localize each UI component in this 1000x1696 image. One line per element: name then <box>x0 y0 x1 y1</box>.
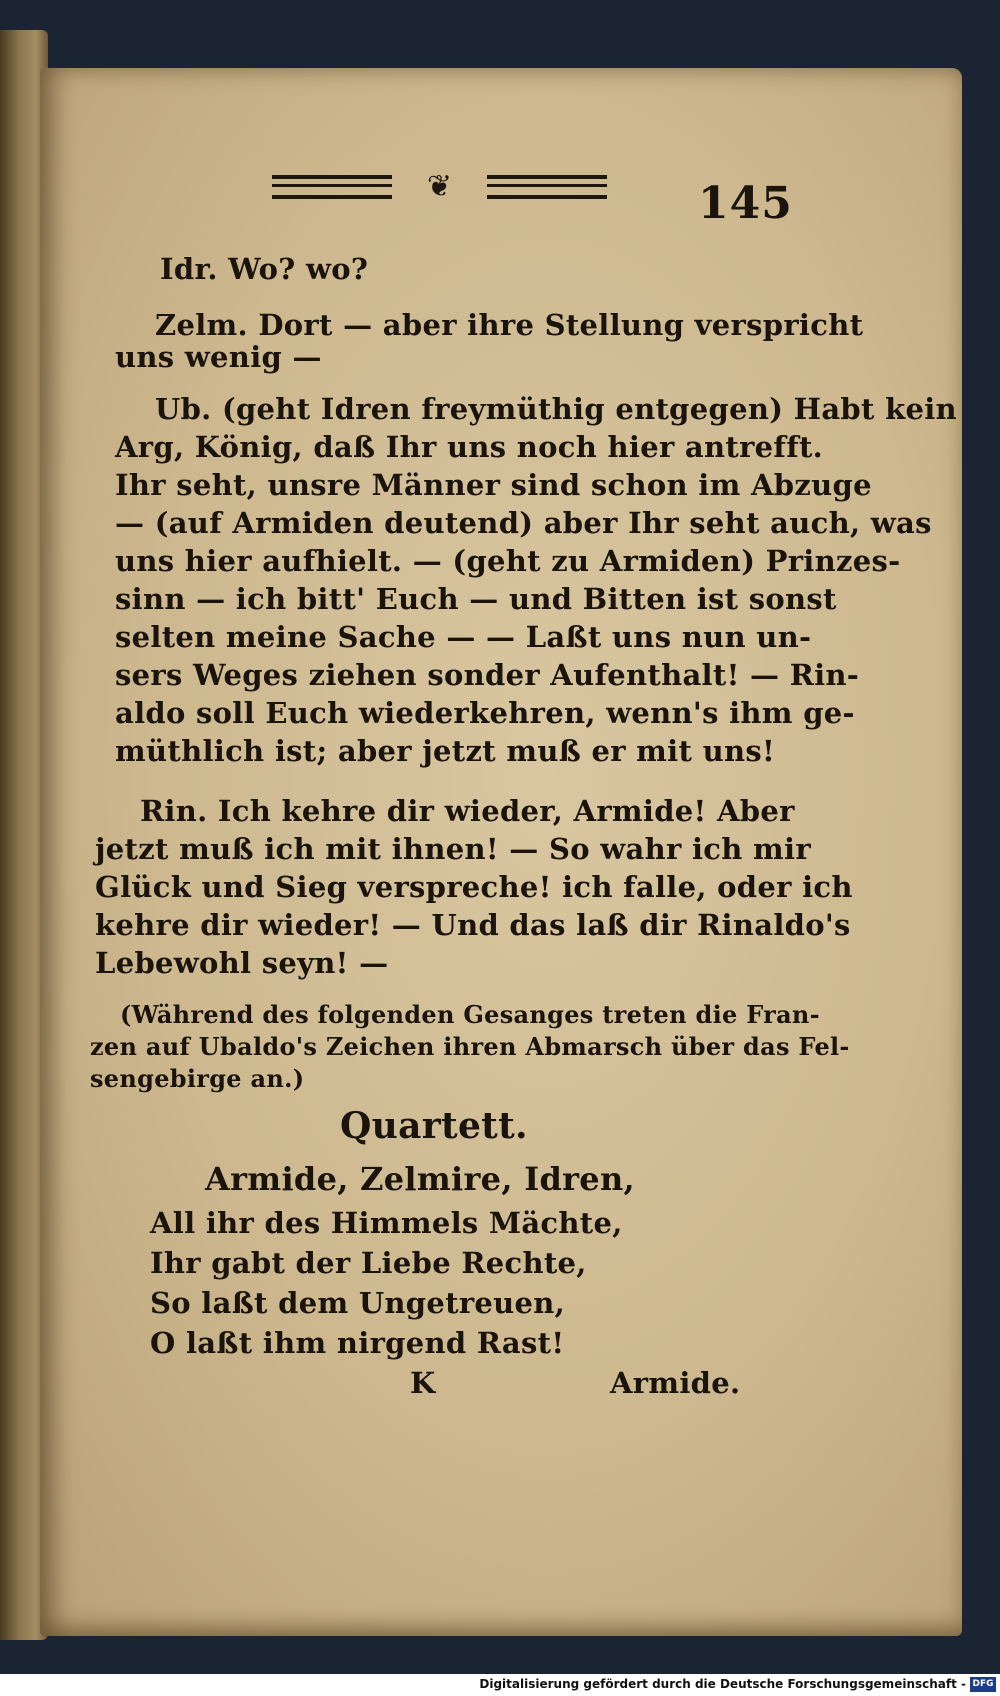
stage-direction-line: sengebirge an.) <box>90 1064 305 1093</box>
catchword: Armide. <box>610 1366 741 1400</box>
text-line: sinn — ich bitt' Euch — und Bitten ist sonst <box>115 582 837 616</box>
text-line: Idr. Wo? wo? <box>160 252 369 286</box>
header-ornament <box>272 169 607 205</box>
text-line: Glück und Sieg verspreche! ich falle, oder ich <box>95 870 853 904</box>
text-line: sers Weges ziehen sonder Aufenthalt! — Rin- <box>115 658 860 692</box>
text-line: Ihr seht, unsre Männer sind schon im Abzuge <box>115 468 872 502</box>
text-line: aldo soll Euch wiederkehren, wenn's ihm ge- <box>115 696 855 730</box>
text-line: uns wenig — <box>115 340 322 374</box>
dfg-logo-icon: DFG <box>970 1677 996 1692</box>
footer-bar <box>0 1674 1000 1696</box>
text-line: kehre dir wieder! — Und das laß dir Rinaldo's <box>95 908 851 942</box>
verse-line: So laßt dem Ungetreuen, <box>150 1286 566 1320</box>
text-line: — (auf Armiden deutend) aber Ihr seht auch, was <box>115 506 932 540</box>
signature-mark: K <box>410 1366 436 1400</box>
text-line: Arg, König, daß Ihr uns noch hier antrefft. <box>115 430 824 464</box>
stage-direction-line: zen auf Ubaldo's Zeichen ihren Abmarsch über das Fel- <box>90 1032 850 1061</box>
text-line: Rin. Ich kehre dir wieder, Armide! Aber <box>140 794 795 828</box>
page-number: 145 <box>698 178 793 229</box>
verse-line: O laßt ihm nirgend Rast! <box>150 1326 565 1360</box>
flourish-icon: ❦ <box>392 167 487 207</box>
stage-direction-line: (Während des folgenden Gesanges treten die Fran- <box>120 1000 820 1029</box>
text-line: müthlich ist; aber jetzt muß er mit uns! <box>115 734 775 768</box>
text-line: Zelm. Dort — aber ihre Stellung verspricht <box>155 308 864 342</box>
text-line: Lebewohl seyn! — <box>95 946 389 980</box>
text-line: uns hier aufhielt. — (geht zu Armiden) Prinzes- <box>115 544 901 578</box>
text-line: Ub. (geht Idren freymüthig entgegen) Habt kein <box>155 392 957 426</box>
text-line: jetzt muß ich mit ihnen! — So wahr ich mir <box>95 832 811 866</box>
singers-line: Armide, Zelmire, Idren, <box>205 1160 635 1198</box>
verse-line: All ihr des Himmels Mächte, <box>150 1206 623 1240</box>
section-heading: Quartett. <box>340 1105 528 1147</box>
text-line: selten meine Sache — — Laßt uns nun un- <box>115 620 812 654</box>
footer-credit: Digitalisierung gefördert durch die Deutsche Forschungsgemeinschaft - <box>479 1677 966 1691</box>
verse-line: Ihr gabt der Liebe Rechte, <box>150 1246 587 1280</box>
